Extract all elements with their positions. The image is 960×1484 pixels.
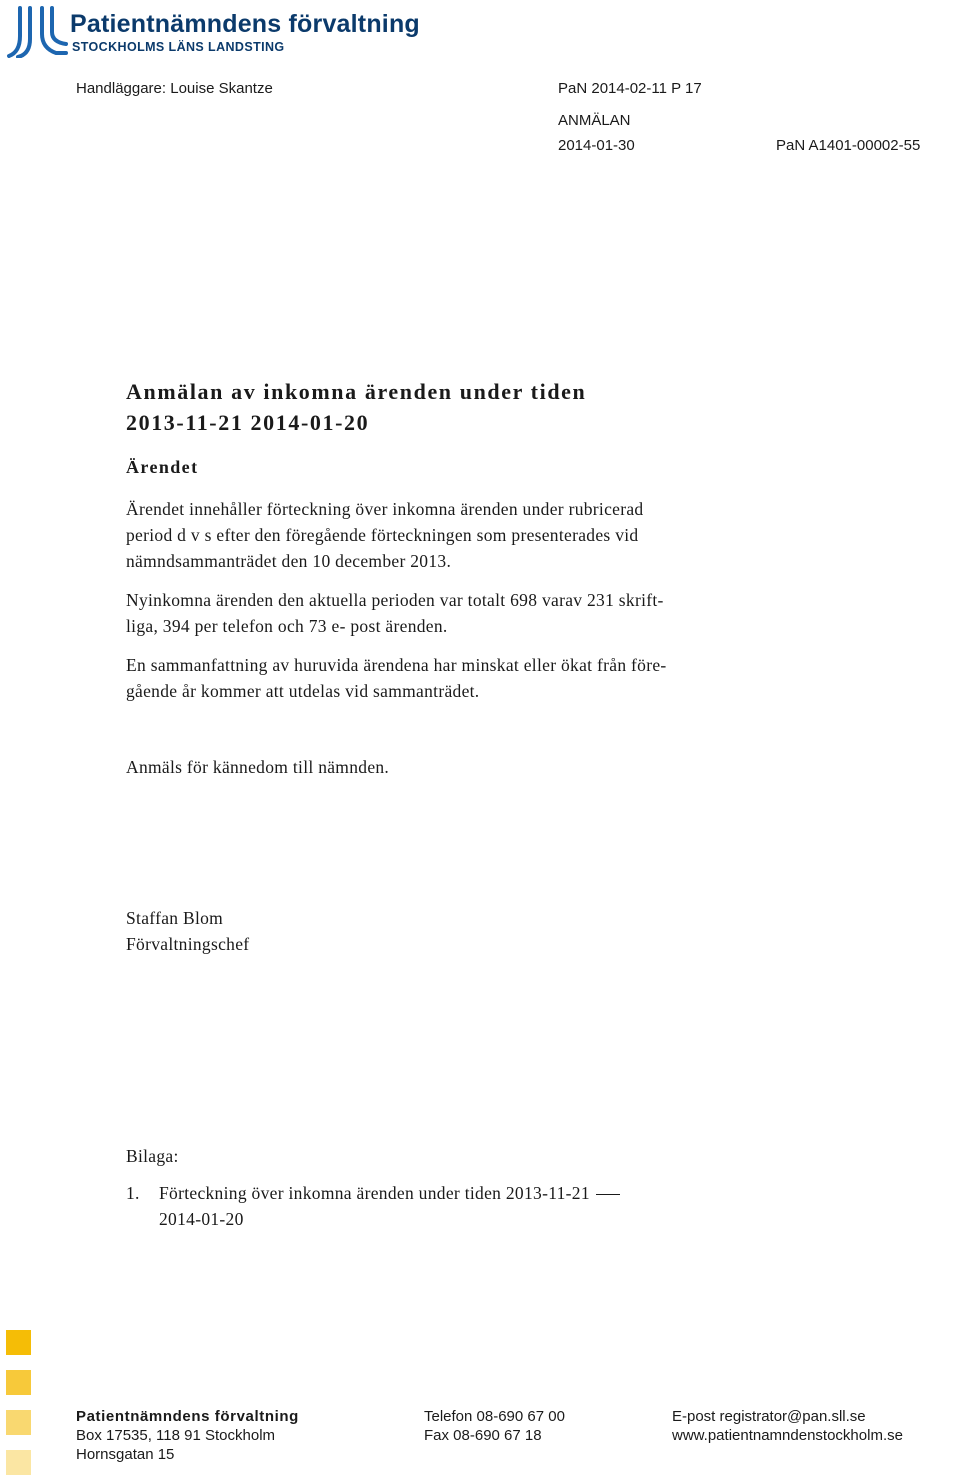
section-heading: Ärendet [126,457,199,477]
paragraph-line: nämndsammanträdet den 10 december 2013. [126,551,452,571]
title-line-1: Anmälan av inkomna ärenden under tiden [126,379,587,404]
footer-online-block [672,1407,903,1445]
paragraph-statistics [126,587,826,639]
footer-website[interactable]: www.patientnamndenstockholm.se [672,1427,903,1444]
accent-square [6,1330,31,1355]
document-date: 2014-01-30 [558,137,635,154]
paragraph-line: Nyinkomna ärenden den aktuella perioden var totalt 698 varav 231 skrift- [126,590,664,610]
footer-phone: Telefon 08-690 67 00 [424,1408,565,1425]
accent-square [6,1370,31,1395]
signatory-title: Förvaltningschef [126,934,250,954]
signatory-name: Staffan Blom [126,908,224,928]
logo-org-subname: STOCKHOLMS LÄNS LANDSTING [72,40,285,54]
paragraph-summary [126,652,826,704]
case-number: PaN A1401-00002-55 [776,137,921,154]
document-type: ANMÄLAN [558,112,631,129]
paragraph-line: En sammanfattning av huruvida ärendena har minskat eller ökat från före- [126,655,667,675]
dash-line [596,1194,620,1195]
footer-org-block [76,1407,299,1464]
document-title [126,376,586,438]
footer-address-line: Box 17535, 118 91 Stockholm [76,1427,276,1444]
title-line-2: 2013-11-21 2014-01-20 [126,410,370,435]
meeting-reference: PaN 2014-02-11 P 17 [558,80,702,97]
footer-email[interactable]: E-post registrator@pan.sll.se [672,1408,866,1425]
attachment-line-2: 2014-01-20 [159,1209,244,1229]
attachment-line-1: Förteckning över inkomna ärenden under tiden 2013-11-21 [159,1183,590,1203]
attachment-item [159,1180,799,1232]
footer-contact-block [424,1407,565,1445]
paragraph-line: period d v s efter den föregående förteckningen som presenterades vid [126,525,639,545]
footer-fax: Fax 08-690 67 18 [424,1427,542,1444]
footer-org-name: Patientnämndens förvaltning [76,1408,299,1425]
notice-text: Anmäls för kännedom till nämnden. [126,757,390,777]
attachment-number: 1. [126,1183,140,1203]
paragraph-line: gående år kommer att utdelas vid sammanträdet. [126,681,480,701]
footer-street: Hornsgatan 15 [76,1446,175,1463]
sll-logo-icon [6,6,68,58]
signature-block [126,905,826,957]
accent-square [6,1410,31,1435]
attachment-label: Bilaga: [126,1146,179,1166]
logo-org-name: Patientnämndens förvaltning [70,10,420,38]
paragraph-line: liga, 394 per telefon och 73 e- post ärenden. [126,616,448,636]
accent-square [6,1450,31,1475]
paragraph-line: Ärendet innehåller förteckning över inkomna ärenden under rubricerad [126,499,644,519]
case-handler: Handläggare: Louise Skantze [76,80,273,97]
paragraph-overview [126,496,826,574]
